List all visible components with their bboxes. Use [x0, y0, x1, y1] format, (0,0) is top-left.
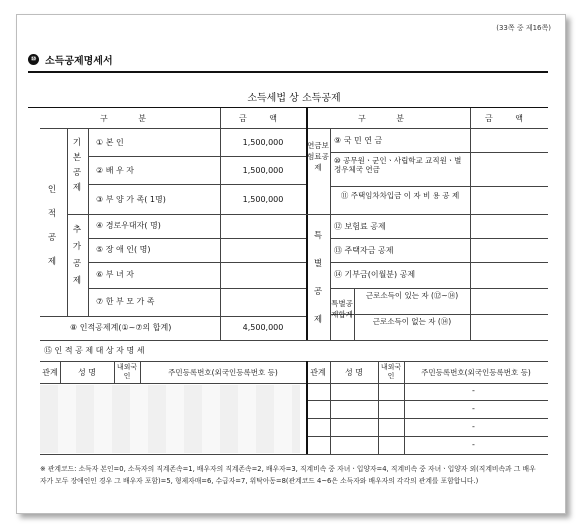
- id-dash: -: [472, 440, 475, 449]
- grid-line: [306, 436, 548, 437]
- additional-deduction-label: 추가공제: [72, 225, 82, 286]
- item-woman: ⑥ 부 녀 자: [96, 270, 134, 279]
- pension-deduction-label: 연금보험료공제: [307, 141, 329, 172]
- grid-line: [330, 288, 548, 289]
- grid-line: [88, 262, 306, 263]
- relation-code-note: ※ 관계코드: 소득자 본인=0, 소득자의 직계존속=1, 배우자의 직계존속=2, 배우자=3, 직계비속 중 자녀ㆍ입양자=4, 직계비속 중 자녀ㆍ입양자 외(직계비속과 그 배우자가 모두 장애인인 경우 그 배우자 포함)=5, 형제자매=6, 수급자=7, 위탁아동=8(관계코드 4~6은 소득자와 배우자의 각각의 관계를 포함합니다.): [40, 465, 536, 485]
- grid-line: [40, 316, 306, 317]
- grid-line: [330, 262, 548, 263]
- top-rule: [28, 71, 548, 73]
- personal-total-amount: 4,500,000: [242, 323, 284, 332]
- item-national-pension: ⑨ 국 민 연 금: [334, 136, 383, 145]
- right-amount-header: 금 액: [485, 114, 533, 123]
- basic-deduction-label: 기본공제: [72, 138, 82, 193]
- item-self: ① 본 인: [96, 138, 124, 147]
- grid-line: [67, 214, 306, 215]
- page-reference: (33쪽 중 제16쪽): [496, 24, 551, 32]
- grid-line: [306, 214, 548, 215]
- grid-line: [330, 152, 548, 153]
- grid-line: [88, 288, 306, 289]
- grid-line: [88, 184, 306, 185]
- special-subtotal-label: 특별공제합계: [331, 299, 353, 319]
- item-public-pension: ⑩ 공무원ㆍ군인ㆍ사립학교 교직원ㆍ별정우체국 연금: [334, 156, 462, 174]
- col-relation-left: 관계: [42, 368, 58, 377]
- grid-line: [67, 128, 68, 316]
- grid-line: [88, 156, 306, 157]
- amount-spouse: 1,500,000: [242, 166, 284, 175]
- col-name-left: 성 명: [78, 368, 96, 377]
- special-deduction-label: 특별공제: [313, 231, 323, 325]
- item-disabled: ⑤ 장 애 인( 명): [96, 245, 151, 254]
- amount-dependents: 1,500,000: [242, 195, 284, 204]
- grid-line: [306, 400, 548, 401]
- col-relation-right: 관계: [310, 368, 326, 377]
- grid-line: [330, 186, 548, 187]
- left-category-header: 구 분: [100, 114, 160, 123]
- col-id-left: 주민등록번호(외국인등록번호 등): [168, 368, 278, 377]
- item-donation: ⑭ 기부금(이월분) 공제: [334, 270, 416, 279]
- redacted-dependents-rows: [40, 385, 300, 453]
- grid-line: [40, 361, 548, 362]
- col-nationality-right: 내외국인: [380, 363, 402, 380]
- grid-line: [306, 418, 548, 419]
- item-dependents: ③ 부 양 가 족( 1명): [96, 195, 166, 204]
- item-spouse: ② 배 우 자: [96, 166, 134, 175]
- id-dash: -: [472, 386, 475, 395]
- header-bottom-line: [40, 128, 548, 129]
- col-id-right: 주민등록번호(외국인등록번호 등): [421, 368, 531, 377]
- grid-line: [330, 314, 548, 315]
- item-elderly: ④ 경로우대자( 명): [96, 221, 161, 230]
- grid-line: [40, 340, 548, 341]
- grid-line: [330, 238, 548, 239]
- item-without-earned-income: 근로소득이 없는 자 (⑭): [372, 317, 452, 326]
- section-heading: [28, 52, 113, 67]
- grid-line: [88, 238, 306, 239]
- section-number-badge: ⑩: [28, 54, 39, 65]
- item-single-parent: ⑦ 한 부 모 가 족: [96, 297, 155, 306]
- item-housing-fund: ⑬ 주택자금 공제: [334, 246, 394, 255]
- col-nationality-left: 내외국인: [116, 363, 138, 380]
- grid-line: [40, 454, 548, 455]
- grid-line: [354, 288, 355, 340]
- personal-total-label: ⑧ 인적공제계(①~⑦의 합계): [70, 323, 172, 332]
- item-insurance: ⑫ 보험료 공제: [334, 222, 386, 231]
- item-housing-loan-interest: ⑪ 주택임차차입금 이 자 비 용 공 제: [340, 191, 460, 200]
- id-dash: -: [472, 422, 475, 431]
- personal-deduction-label: 인적공제: [47, 185, 57, 267]
- grid-line: [40, 383, 548, 384]
- dependents-title: ⑮ 인 적 공 제 대 상 자 명 세: [44, 346, 145, 355]
- amount-self: 1,500,000: [242, 138, 284, 147]
- banner-title: 소득세법 상 소득공제: [247, 93, 341, 104]
- left-amount-header: 금 액: [239, 114, 287, 123]
- id-dash: -: [472, 404, 475, 413]
- grid-line: [470, 108, 471, 340]
- item-with-earned-income: 근로소득이 있는 자 (⑫~⑭): [365, 291, 459, 300]
- col-name-right: 성 명: [345, 368, 363, 377]
- right-category-header: 구 분: [358, 114, 418, 123]
- section-title: 소득공제명세서: [45, 56, 113, 67]
